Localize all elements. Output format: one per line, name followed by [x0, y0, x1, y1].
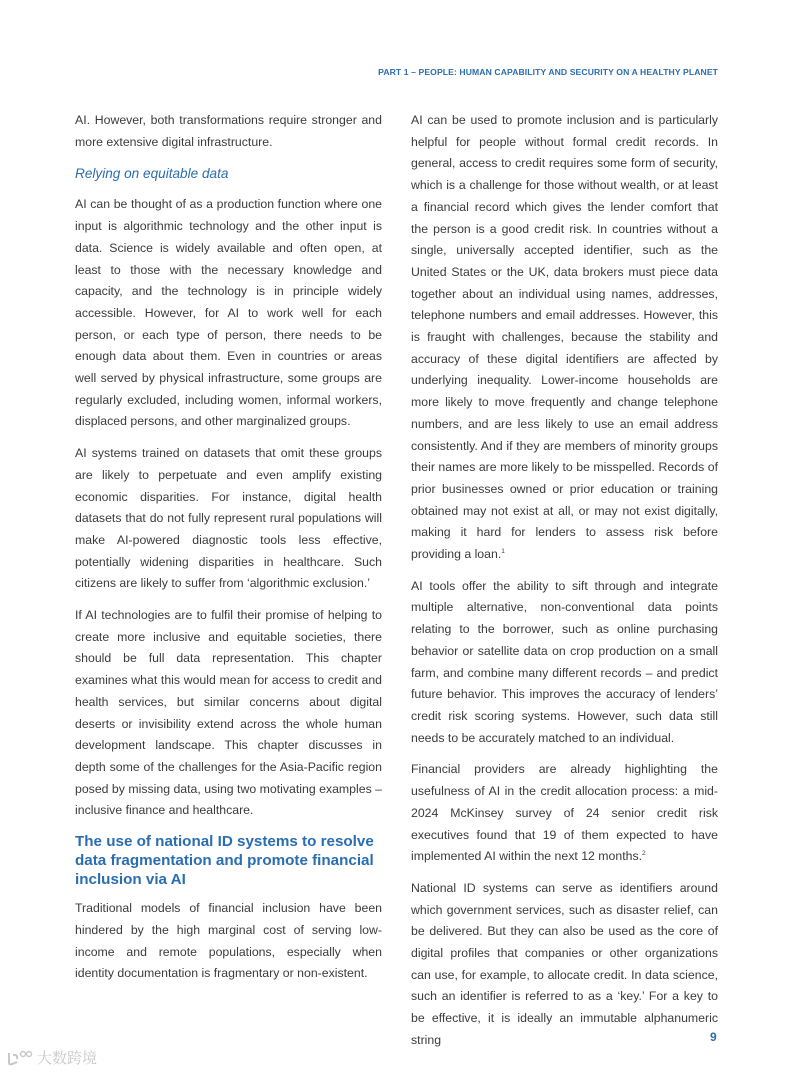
left-column — [75, 110, 382, 995]
paragraph: If AI technologies are to fulfil their promise of helping to create more inclusive and equitable societies, there should be full data representation. This chapter examines what this would mean for access to credit and health services, but similar concerns about digital deserts or invisibility extend across the whole human development landscape. This chapter discusses in depth some of the challenges for the Asia-Pacific region posed by missing data, using two motivating examples – inclusive finance and healthcare. — [75, 608, 382, 818]
right-column — [411, 110, 718, 1062]
paragraph: National ID systems can serve as identifiers around which government services, such as disaster relief, can be delivered. But they can also be used as the core of digital profiles that companies or other organizations can use, for example, to allocate credit. In data science, such an identifier is referred to as a ‘key.’ For a key to be effective, it is ideally an immutable alphanumeric string — [411, 880, 718, 1047]
paragraph: Traditional models of financial inclusion have been hindered by the high marginal cost of serving low-income and remote populations, especially when identity documentation is fragmentary or non-existent. — [75, 901, 382, 981]
paragraph: AI. However, both transformations require stronger and more extensive digital infrastructure. — [75, 113, 382, 149]
paragraph: AI can be thought of as a production function where one input is algorithmic technology and the other input is data. Science is widely available and often open, at least to those with the necessary knowledge and capacity, and the technology is in principle widely accessible. However, for AI to work well for each person, or each type of person, there needs to be enough data about them. Even in countries or areas well served by physical infrastructure, some groups are regularly excluded, including women, informal workers, displaced persons, and other marginalized groups. — [75, 197, 382, 429]
page-number: 9 — [710, 1030, 717, 1044]
subheading-relying-on-equitable-data: Relying on equitable data — [75, 166, 229, 182]
paragraph — [411, 759, 718, 868]
paragraph: AI systems trained on datasets that omit these groups are likely to perpetuate and even amplify existing economic disparities. For instance, digital health datasets that do not fully represent rural populations will make AI-powered diagnostic tools less effective, potentially widening disparities in healthcare. Such citizens are likely to suffer from ‘algorithmic exclusion.’ — [75, 446, 382, 591]
watermark-text: 大数跨境 — [37, 1050, 98, 1067]
footnote-ref[interactable]: 1 — [501, 547, 505, 555]
section-heading: The use of national ID systems to resolve data fragmentation and promote financial inclusion via AI — [75, 833, 374, 889]
paragraph-text: AI can be used to promote inclusion and is particularly helpful for people without formal credit records. In general, access to credit requires some form of security, which is a challenge for those without wealth, or at least a financial record which gives the lender comfort that the person is a good credit risk. In countries without a single, universally accepted identifier, such as the United States or the UK, data brokers must piece data together about an individual using names, addresses, telephone numbers and email addresses. However, this is fraught with challenges, because the stability and accuracy of these digital identifiers are affected by underlying inequality. Lower-income households are more likely to move frequently and change telephone numbers, and are less likely to use an email address consistently. And if they are members of minority groups their names are more likely to be misspelled. Records of prior businesses owned or prior education or training obtained may not exist at all, or may not exist digitally, making it hard for lenders to assess risk before providing a loan. — [411, 113, 718, 562]
footnote-ref[interactable]: 2 — [642, 850, 646, 858]
running-header: PART 1 – PEOPLE: HUMAN CAPABILITY AND SECURITY ON A HEALTHY PLANET — [378, 67, 718, 77]
watermark-logo-icon — [6, 1050, 34, 1066]
paragraph-text: Financial providers are already highlighting the usefulness of AI in the credit allocation process: a mid-2024 McKinsey survey of 24 senior credit risk executives found that 19 of them expected to have implemented AI within the next 12 months. — [411, 762, 718, 864]
paragraph — [411, 110, 718, 566]
watermark — [6, 1047, 97, 1068]
paragraph: AI tools offer the ability to sift through and integrate multiple alternative, non-conventional data points relating to the borrower, such as online purchasing behavior or satellite data on crop production on a small farm, and combine many different records – and predict future behavior. This improves the accuracy of lenders’ credit risk scoring systems. However, such data still needs to be accurately matched to an individual. — [411, 578, 718, 745]
